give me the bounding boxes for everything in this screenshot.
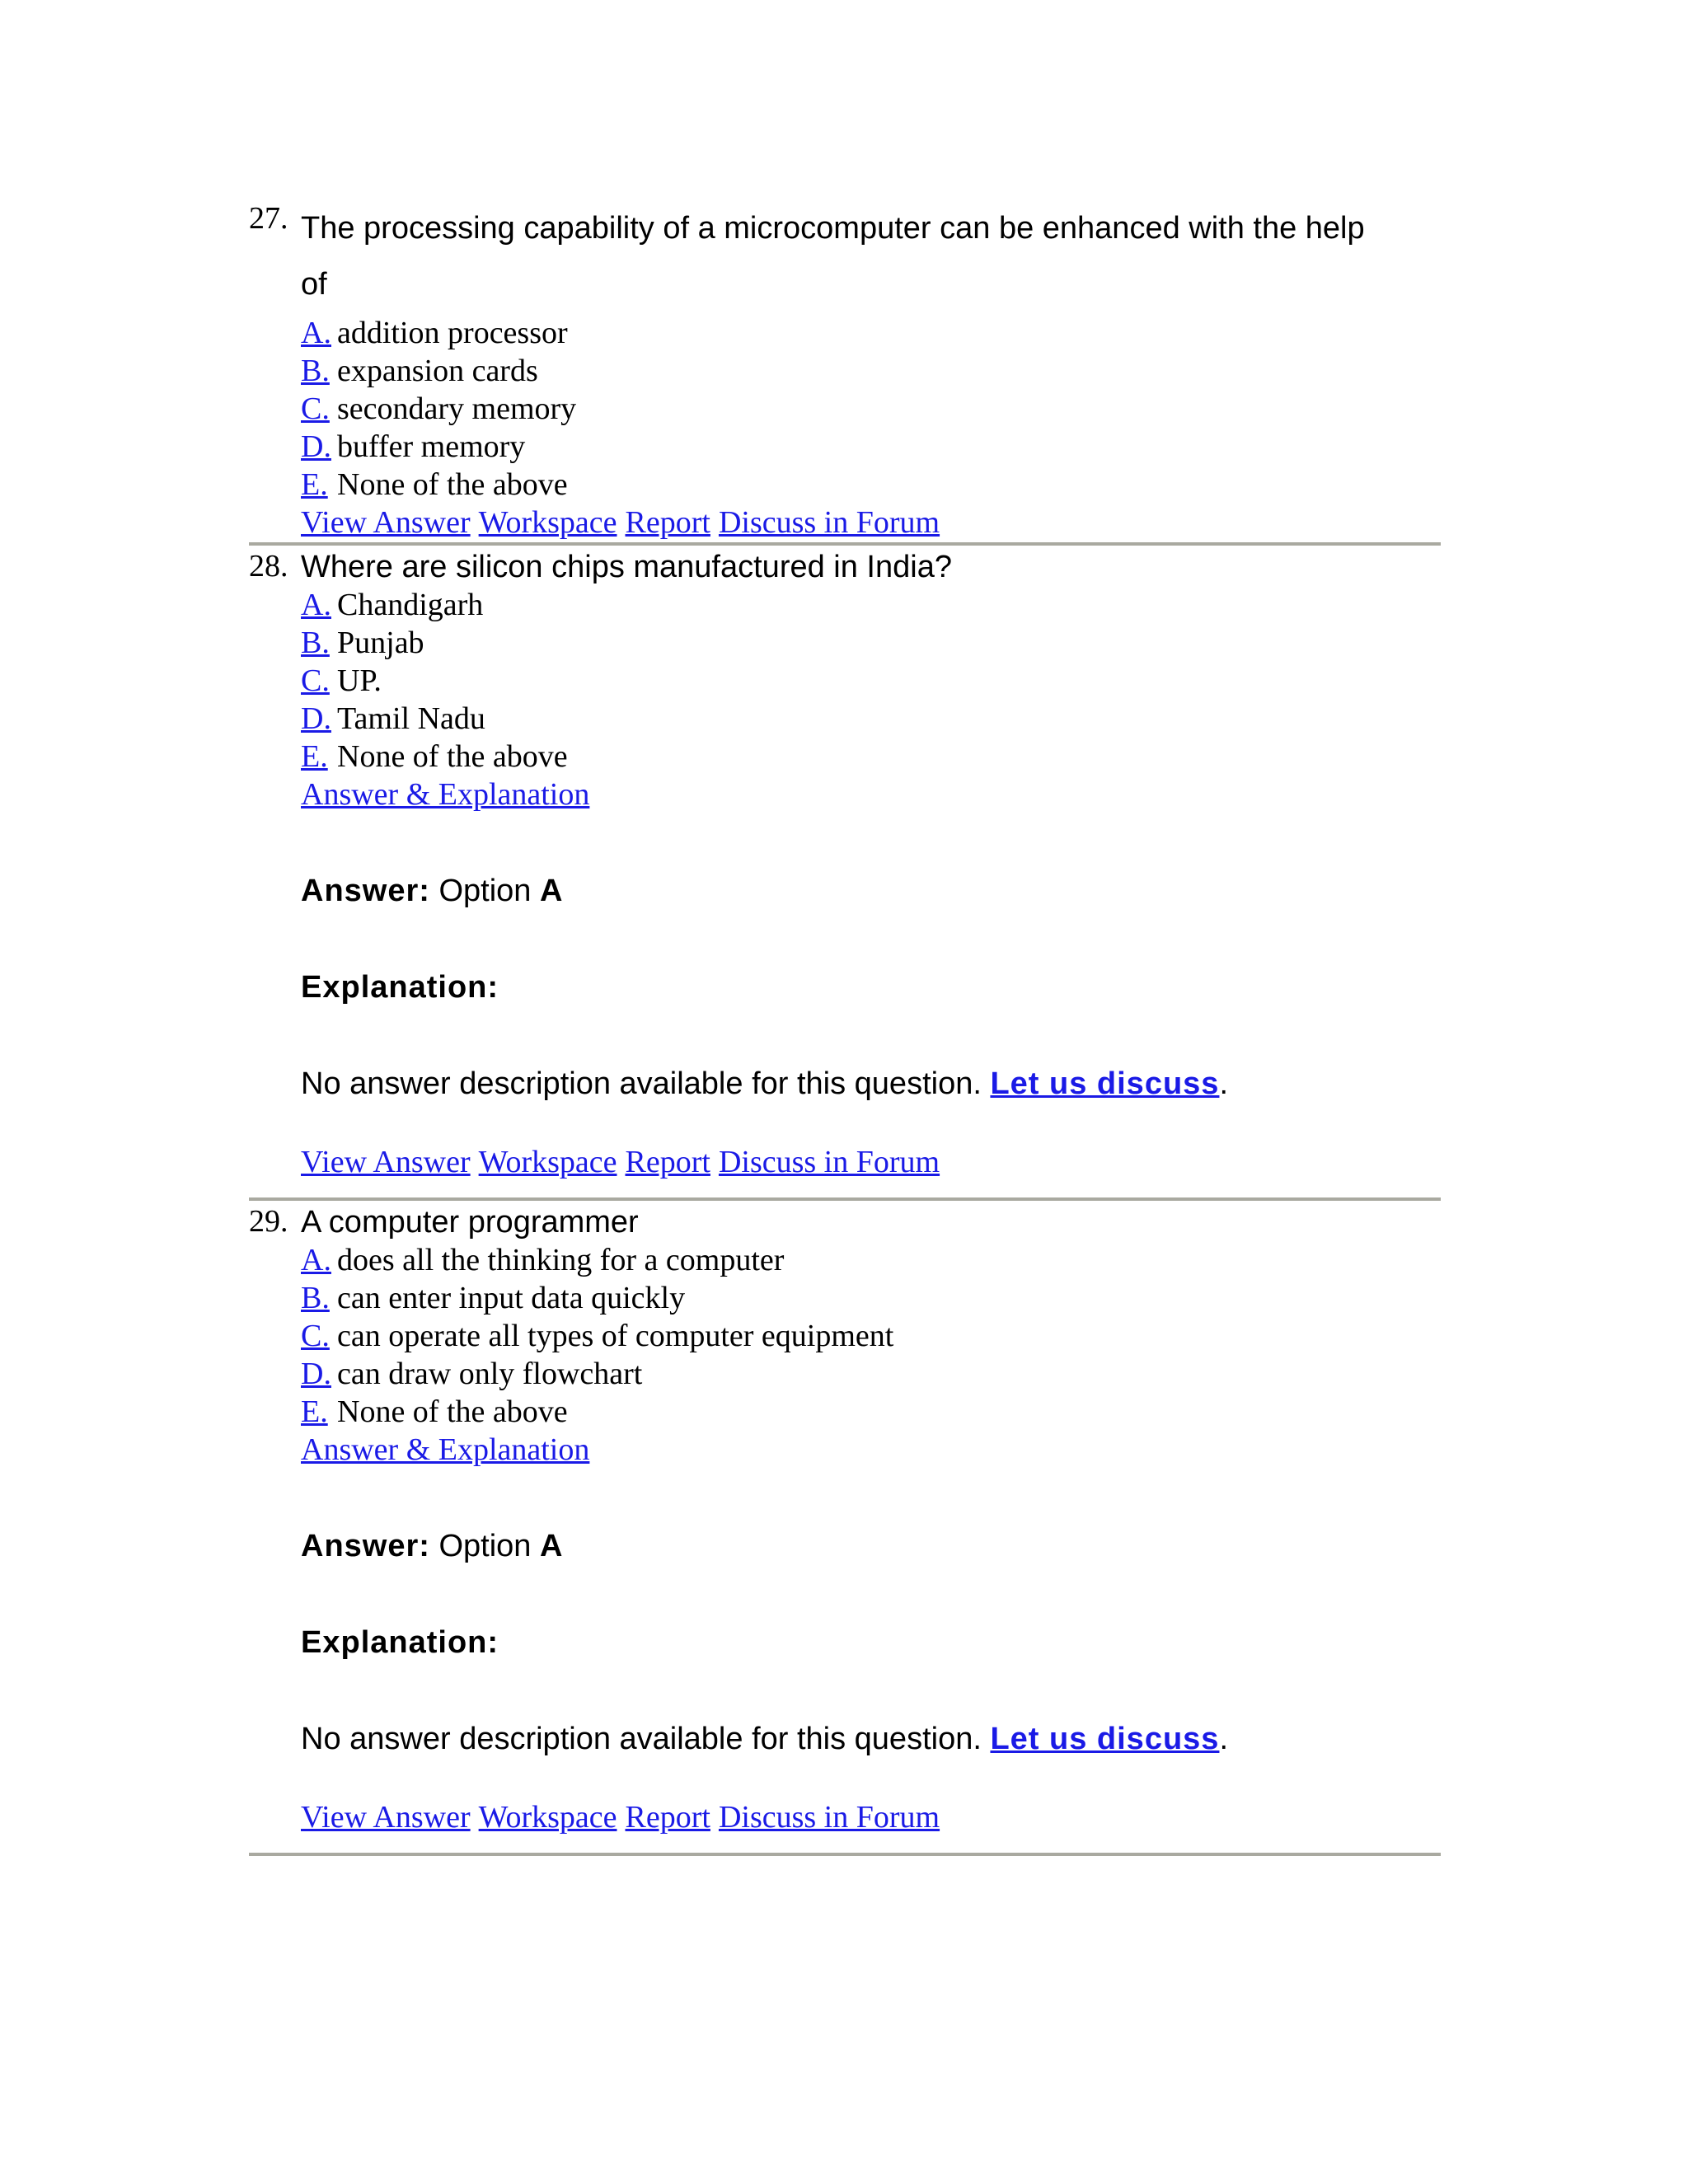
option-letter-link[interactable]: C. [301,1319,330,1353]
report-link[interactable]: Report [625,1145,710,1179]
let-us-discuss-link[interactable]: Let us discuss [990,1722,1220,1756]
answer-line [301,872,563,910]
workspace-link[interactable]: Workspace [478,505,617,540]
discuss-in-forum-link[interactable]: Discuss in Forum [718,1800,940,1835]
option-letter-link[interactable]: C. [301,391,330,426]
answer-value: A [540,1529,564,1563]
options-list [301,1241,1438,1431]
option-letter-link[interactable]: B. [301,626,330,660]
option-letter-link[interactable]: E. [301,739,328,774]
option-text: UP. [337,663,382,698]
answer-value: A [540,874,564,908]
option-text: Punjab [337,626,424,660]
option-letter-link[interactable]: A. [301,316,331,350]
question-number: 27. [249,201,288,236]
options-list [301,586,1438,776]
question-text [301,1203,1438,1241]
option-letter-link[interactable]: D. [301,1357,331,1391]
workspace-link[interactable]: Workspace [478,1800,617,1835]
view-answer-link[interactable]: View Answer [301,1145,471,1179]
option-text: Chandigarh [337,588,484,622]
explanation-label: Explanation: [301,970,499,1005]
answer-explanation-link[interactable]: Answer & Explanation [301,1432,590,1467]
option-a [301,586,1438,624]
option-text: does all the thinking for a computer [337,1243,785,1277]
divider [249,1197,1441,1201]
question-text-line: The processing capability of a microcomputer can be enhanced with the help [301,211,1365,246]
option-d [301,700,1438,738]
option-letter-link[interactable]: C. [301,663,330,698]
explanation-body [301,1720,1228,1758]
option-e [301,738,1438,776]
action-links [301,504,945,541]
option-letter-link[interactable]: D. [301,701,331,736]
question-text [301,548,1438,586]
option-e [301,466,1438,504]
action-links [301,1143,945,1181]
option-text: None of the above [337,1394,568,1429]
option-text: None of the above [337,467,568,502]
question-number: 28. [249,549,288,583]
discuss-in-forum-link[interactable]: Discuss in Forum [718,505,940,540]
option-d [301,428,1438,466]
answer-explanation-row [301,1431,594,1469]
option-text: expansion cards [337,354,538,388]
report-link[interactable]: Report [625,1800,710,1835]
option-b [301,1279,1438,1317]
option-text: buffer memory [337,429,526,464]
option-text: addition processor [337,316,568,350]
option-e [301,1393,1438,1431]
option-a [301,314,1438,352]
option-text: None of the above [337,739,568,774]
question-text-line: A computer programmer [301,1205,639,1240]
option-text: secondary memory [337,391,577,426]
question-text-line: of [301,267,327,302]
view-answer-link[interactable]: View Answer [301,505,471,540]
divider [249,542,1441,546]
answer-label: Answer: [301,1529,430,1563]
option-c [301,1317,1438,1355]
question-text-line: Where are silicon chips manufactured in India? [301,550,952,584]
option-c [301,662,1438,700]
explanation-heading [301,1624,499,1661]
option-b [301,624,1438,662]
divider [249,1853,1441,1856]
answer-label: Answer: [301,874,430,908]
options-list [301,314,1438,504]
option-d [301,1355,1438,1393]
answer-prefix: Option [438,1529,532,1563]
option-text: can enter input data quickly [337,1281,686,1315]
answer-line [301,1527,563,1565]
let-us-discuss-link[interactable]: Let us discuss [990,1066,1220,1101]
view-answer-link[interactable]: View Answer [301,1800,471,1835]
option-a [301,1241,1438,1279]
option-c [301,390,1438,428]
workspace-link[interactable]: Workspace [478,1145,617,1179]
explanation-text: No answer description available for this question. [301,1722,982,1756]
action-links [301,1798,945,1836]
explanation-heading [301,968,499,1006]
answer-explanation-link[interactable]: Answer & Explanation [301,777,590,812]
option-letter-link[interactable]: D. [301,429,331,464]
option-letter-link[interactable]: E. [301,467,328,502]
question-number: 29. [249,1204,288,1239]
explanation-label: Explanation: [301,1625,499,1660]
explanation-text: No answer description available for this question. [301,1066,982,1101]
option-text: can operate all types of computer equipment [337,1319,894,1353]
option-letter-link[interactable]: B. [301,354,330,388]
option-b [301,352,1438,390]
explanation-suffix: . [1219,1066,1228,1101]
question-text [301,200,1438,312]
explanation-body [301,1065,1228,1103]
option-text: can draw only flowchart [337,1357,643,1391]
option-letter-link[interactable]: A. [301,1243,331,1277]
report-link[interactable]: Report [625,505,710,540]
option-letter-link[interactable]: A. [301,588,331,622]
answer-explanation-row [301,776,594,813]
option-letter-link[interactable]: B. [301,1281,330,1315]
option-text: Tamil Nadu [337,701,485,736]
explanation-suffix: . [1219,1722,1228,1756]
answer-prefix: Option [438,874,532,908]
option-letter-link[interactable]: E. [301,1394,328,1429]
discuss-in-forum-link[interactable]: Discuss in Forum [718,1145,940,1179]
